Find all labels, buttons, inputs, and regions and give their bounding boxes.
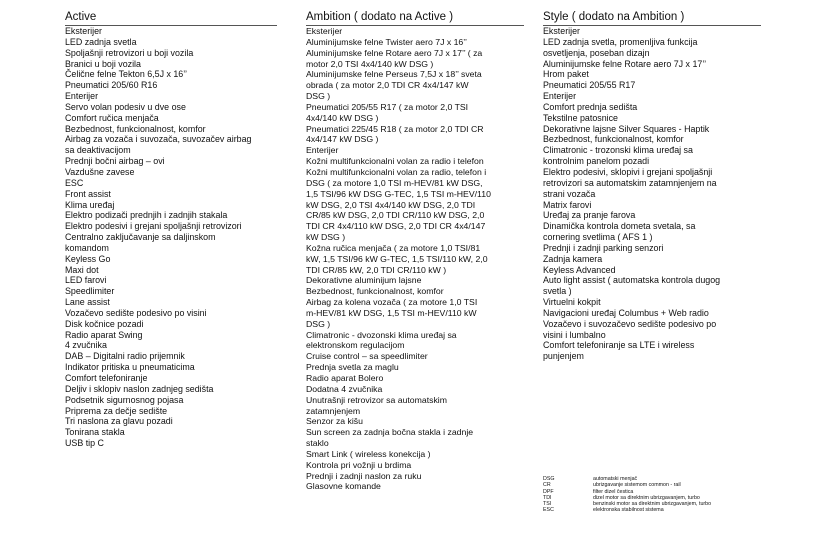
list-item: Virtuelni kokpit [543,297,601,308]
list-item: retrovizori sa automatskim zatamnjenjem na [543,177,717,188]
legend-abbr: DSG [543,476,555,482]
list-item: Tonirana stakla [65,427,125,438]
list-item: zatamnjenjem [306,405,361,416]
list-item: CR/85 kW DSG, 2,0 TDI CR/110 kW DSG, 2,0 [306,210,485,221]
list-item: Aluminijumske felne Rotare aero 7J x 17’’ ( za [306,47,483,58]
list-item: Lane assist [65,297,110,308]
list-item: Spoljašnji retrovizori u boji vozila [65,47,194,58]
list-item: svetla ) [543,286,572,297]
list-item: LED farovi [65,275,107,286]
list-item: Enterijer [306,145,339,156]
list-item: elektronskom regulacijom [306,340,405,351]
list-item: Servo volan podesiv u dve ose [65,101,186,112]
list-item: ESC [65,177,84,188]
list-item: Aluminijumske felne Perseus 7,5J x 18’’ sveta [306,69,482,80]
list-item: 4x4/140 kW DSG ) [306,112,379,123]
list-item: Vozačevo i suvozačevo sedište podesivo po [543,318,717,329]
list-item: Dodatna 4 zvučnika [306,383,383,394]
list-item: Unutrašnji retrovizor sa automatskim [306,394,447,405]
list-item: strani vozača [543,188,596,199]
list-item: Uređaj za pranje farova [543,210,636,221]
list-item: Centralno zaključavanje sa daljinskom [65,232,216,243]
list-item: Prednji bočni airbag – ovi [65,156,165,167]
list-item: Prednji i zadnji naslon za ruku [306,470,422,481]
list-item: punjenjem [543,351,584,362]
list-item: LED zadnja svetla [65,36,137,47]
column-style [543,11,755,362]
list-item: Cruise control – sa speedlimiter [306,351,428,362]
list-item: Eksterijer [306,26,343,36]
list-item: TDI CR/85 kW, 2,0 TDI CR/110 kW ) [306,264,447,275]
feature-list [306,26,518,492]
list-item: DSG ) [306,91,331,102]
list-item: Deljiv i sklopiv naslon zadnjeg sedišta [65,383,214,394]
list-item: Eksterijer [65,26,102,36]
list-item: Enterijer [65,91,99,102]
legend-desc: dizel motor sa direktnim ubrizgavanjem, turbo [593,494,700,501]
list-item: Kožni multifunkcionalni volan za radio i telefon [306,156,484,167]
list-item: Prednji i zadnji parking senzori [543,242,664,253]
list-item: osvetljenja, poseban dizajn [543,47,650,58]
list-item: DSG ( za motore 1,0 TSI m-HEV/81 kW DSG, [306,177,483,188]
feature-list [65,26,277,449]
legend-row [543,507,763,513]
list-item: komandom [65,242,109,253]
legend-abbr: TSI [543,501,552,508]
list-item: DAB – Digitalni radio prijemnik [65,351,185,362]
column-title: Ambition ( dodato na Active ) [306,11,524,26]
list-item: Auto light assist ( automatska kontrola dugog [543,275,721,286]
list-item: Pneumatici 205/55 R17 ( za motor 2,0 TSI [306,101,469,112]
legend-desc: ubrizgavanje sistemom common - rail [593,482,681,489]
list-item: Keyless Advanced [543,264,616,275]
list-item: Bezbednost, funkcionalnost, komfor [65,123,206,134]
list-item: kW, 1,5 TSI/96 kW G-TEC, 1,5 TSI/110 kW, 2,0 [306,253,488,264]
list-item: Dinamička kontrola dometa svetala, sa [543,221,696,232]
legend-desc: elektronska stabilnost sistema [593,507,664,514]
list-item: Disk kočnice pozadi [65,318,144,329]
list-item: Kožni multifunkcionalni volan za radio, telefon i [306,166,487,177]
list-item: Comfort telefoniranje sa LTE i wireless [543,340,695,351]
list-item: Comfort telefoniranje [65,373,148,383]
list-item: Pneumatici 205/60 R16 [65,80,158,91]
list-item: Navigacioni uređaj Columbus + Web radio [543,307,709,318]
legend-desc: automatski menjač [593,476,638,482]
list-item: staklo [306,438,329,449]
list-item: Dekorativne lajsne Silver Squares - Haptik [543,123,710,134]
list-item: Indikator pritiska u pneumaticima [65,362,195,373]
list-item: kontrolnim panelom pozadi [543,156,650,167]
list-item: Comfort ručica menjača [65,112,159,123]
list-item: Climatronic - trozonski klima uređaj sa [543,145,693,156]
legend-abbr: TDI [543,494,552,501]
list-item: DSG ) [306,318,331,329]
list-item: Speedlimiter [65,286,115,297]
list-item: Sun screen za zadnja bočna stakla i zadnje [306,427,474,438]
list-item: Aluminijumske felne Rotare aero 7J x 17’’ [543,58,707,69]
list-item: Klima uređaj [65,199,115,210]
list-item: visini i lumbalno [543,329,606,340]
list-item: Bezbednost, funkcionalnost, komfor [306,286,444,297]
list-item: Elektro podesivi, sklopivi i grejani spoljašnji [543,166,713,177]
list-item: Kontrola pri vožnji u brdima [306,459,412,470]
list-item: cornering svetlima ( AFS 1 ) [543,232,653,243]
legend-desc: filter dizel čestica [593,488,634,495]
list-item: obrada ( za motor 2,0 TDI CR 4x4/147 kW [306,80,469,91]
list-item: Senzor za kišu [306,416,363,427]
list-item: Radio aparat Swing [65,329,143,340]
legend-desc: benzinski motor sa direktnim ubrizgavanjem, turbo [593,501,712,508]
list-item: Čelične felne Tekton 6,5J x 16’’ [65,69,188,80]
list-item: Enterijer [543,91,577,102]
legend-abbr: CR [543,482,551,489]
list-item: Radio aparat Bolero [306,373,384,383]
list-item: Glasovne komande [306,481,381,492]
list-item: Branici u boji vozila [65,58,141,69]
list-item: Matrix farovi [543,199,592,210]
list-item: Podsetnik sigurnosnog pojasa [65,394,184,405]
list-item: kW DSG ) [306,232,346,243]
list-item: sa deaktivacijom [65,145,131,156]
list-item: Airbag za vozača i suvozača, suvozačev airbag [65,134,252,145]
column-title: Active [65,11,277,26]
column-ambition [306,11,518,492]
list-item: Dekorativne aluminijum lajsne [306,275,422,286]
list-item: 4 zvučnika [65,340,107,351]
list-item: kW DSG, 2,0 TSI 4x4/140 kW DSG, 2,0 TDI [306,199,476,210]
list-item: Tri naslona za glavu pozadi [65,416,173,427]
list-item: 4x4/147 kW DSG ) [306,134,379,145]
legend-abbr: ESC [543,507,554,514]
abbreviation-legend [543,476,763,514]
list-item: Elektro podizači prednjih i zadnjih stakala [65,210,228,221]
list-item: Smart Link ( wireless konekcija ) [306,448,431,459]
list-item: m-HEV/81 kW DSG, 1,5 TSI m-HEV/110 kW [306,307,477,318]
list-item: Climatronic - dvozonski klima uređaj sa [306,329,457,340]
list-item: Priprema za dečje sedište [65,405,168,416]
list-item: motor 2,0 TSI 4x4/140 kW DSG ) [306,58,434,69]
list-item: USB tip C [65,438,104,449]
list-item: Airbag za kolena vozača ( za motore 1,0 TSI [306,297,478,308]
list-item: Vozačevo sedište podesivo po visini [65,307,207,318]
feature-list [543,26,755,362]
list-item: Elektro podesivi i grejani spoljašnji retrovizori [65,221,242,232]
list-item: 1,5 TSI/96 kW DSG G-TEC, 1,5 TSI m-HEV/110 [306,188,491,199]
list-item: Bezbednost, funkcionalnost, komfor [543,134,684,145]
list-item: LED zadnja svetla, promenljiva funkcija [543,36,698,47]
list-item: Prednja svetla za maglu [306,362,399,373]
column-title: Style ( dodato na Ambition ) [543,11,761,26]
list-item: Comfort prednja sedišta [543,101,638,112]
list-item: Maxi dot [65,264,99,275]
list-item: Zadnja kamera [543,253,603,264]
list-item: Pneumatici 205/55 R17 [543,80,636,91]
list-item: TDI CR 4x4/110 kW DSG, 2,0 TDI CR 4x4/147 [306,221,486,232]
list-item: Front assist [65,188,111,199]
list-item: Vazdušne zavese [65,166,135,177]
column-active [65,11,277,449]
list-item: Pneumatici 225/45 R18 ( za motor 2,0 TDI CR [306,123,484,134]
legend-abbr: DPF [543,488,554,495]
list-item: Keyless Go [65,253,111,264]
list-item: Kožna ručica menjača ( za motore 1,0 TSI/81 [306,242,481,253]
list-item: Eksterijer [543,26,580,36]
list-item: Tekstilne patosnice [543,112,618,123]
list-item: Hrom paket [543,69,589,80]
list-item: Aluminijumske felne Twister aero 7J x 16’’ [306,36,467,47]
